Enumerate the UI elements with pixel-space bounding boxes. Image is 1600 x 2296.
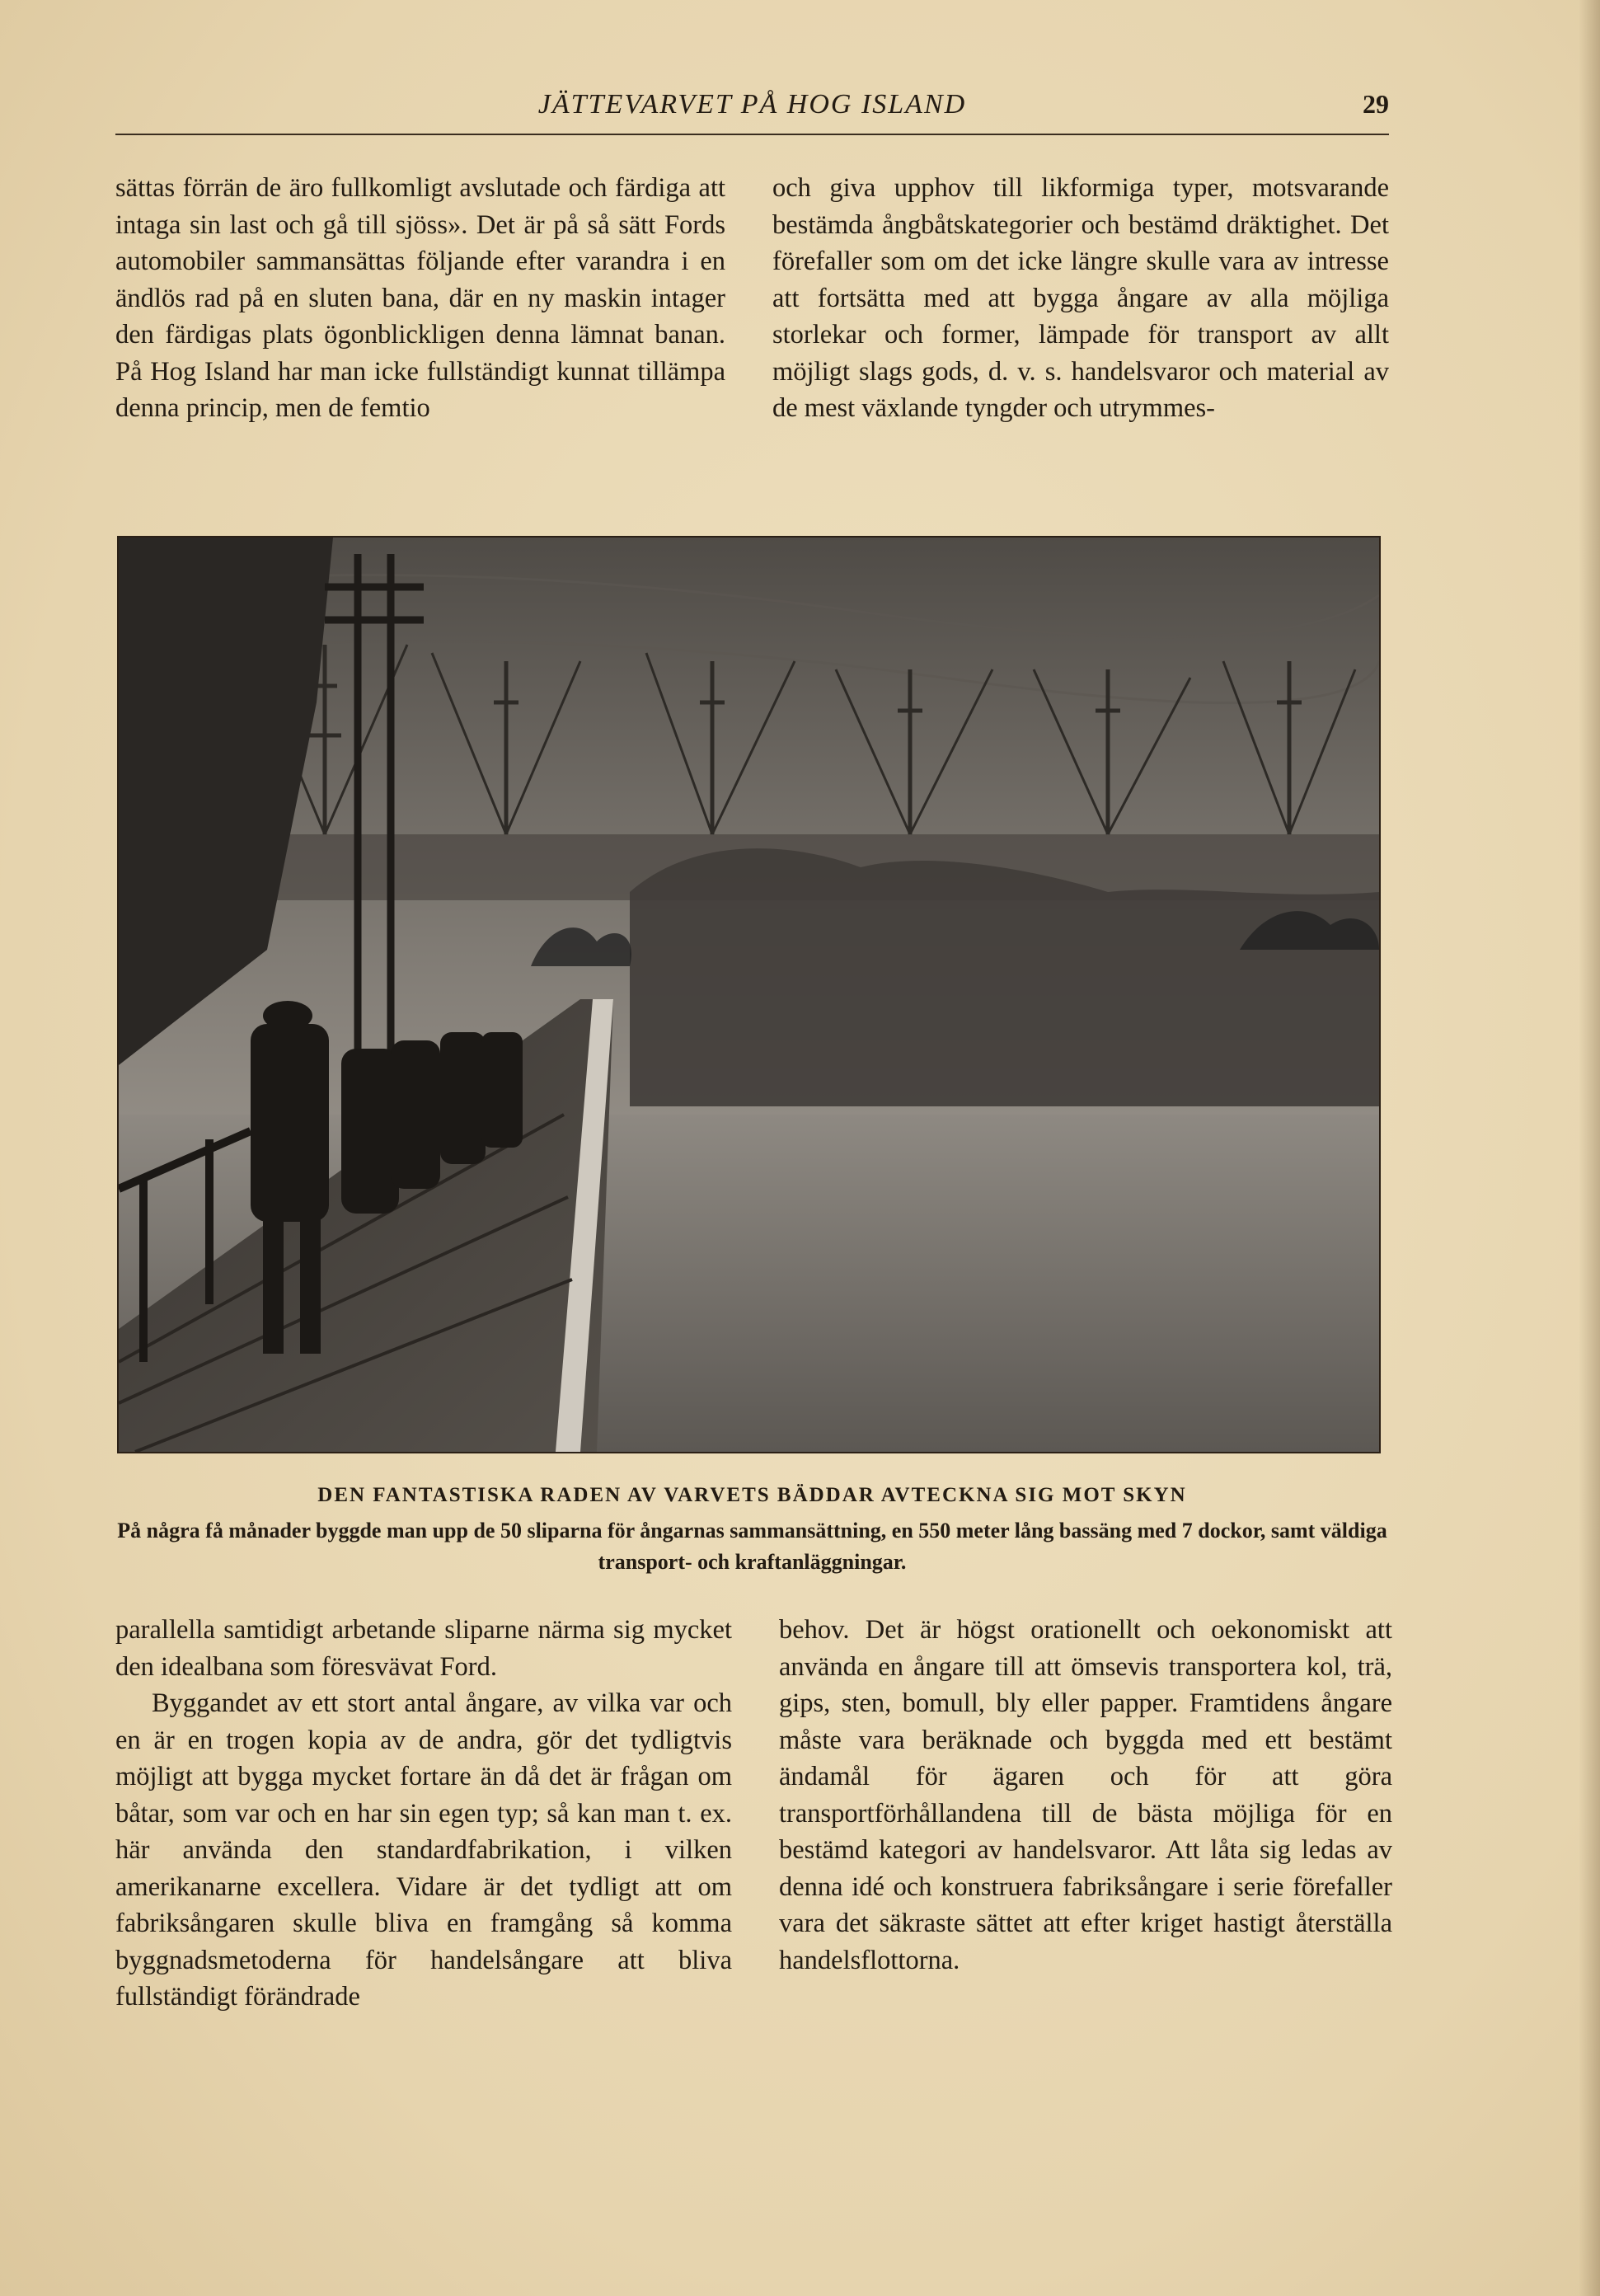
page-number: 29: [1363, 89, 1389, 119]
caption-title: DEN FANTASTISKA RADEN AV VARVETS BÄDDAR AVTECKNA SIG MOT SKYN: [317, 1484, 1187, 1506]
page-header: [115, 89, 1389, 139]
paragraph: parallella samtidigt arbetande sliparne närma sig mycket den idealbana som föresvävat Ford.: [115, 1615, 732, 1682]
figure-caption: [115, 1484, 1389, 1578]
text-column-top-left: [115, 170, 725, 427]
text-column-bottom-left: [115, 1612, 732, 2016]
paragraph: sättas förrän de äro fullkomligt avslutade och färdiga att intaga sin last och gå till sjöss». Det är på så sätt Fords automobiler sammansättas följande efter varandra i en ändlös rad på en sluten bana, där en ny maskin intager den färdigas plats ögonblickligen denna lämnat banan. På Hog Island har man icke fullständigt kunnat tillämpa denna princip, men de femtio: [115, 173, 725, 423]
text-column-top-right: [772, 170, 1389, 427]
running-head: JÄTTEVARVET PÅ HOG ISLAND: [537, 89, 967, 120]
header-rule: [115, 134, 1389, 135]
caption-text: På några få månader byggde man upp de 50 sliparna för ångarnas sammansättning, en 550 meter lång bassäng med 7 dockor, samt väldiga transport- och kraftanläggningar.: [117, 1519, 1387, 1574]
paragraph: Byggandet av ett stort antal ångare, av vilka var och en är en trogen kopia av de andra, gör det tydligtvis möjligt att bygga mycket fortare än då det är frågan om båtar, som var och en har sin egen typ; så kan man t. ex. här använda den standardfabrikation, i vilken amerikanarne excellera. Vidare är det tydligt att om fabriksångaren skulle bliva en framgång så komma byggnadsmetoderna för handelsångare att bliva fullständigt förändrade: [115, 1688, 732, 2012]
shipyard-illustration: [117, 536, 1381, 1453]
page-edge-shadow: [1579, 0, 1600, 2296]
text-column-bottom-right: [779, 1612, 1392, 1979]
paragraph: och giva upphov till likformiga typer, motsvarande bestämda ångbåtskategorier och bestämd dräktighet. Det förefaller som om det icke längre skulle vara av intresse att fortsätta med att bygga ångare av alla möjliga storlekar och former, lämpade för transport av allt möjligt slags gods, d. v. s. handelsvaror och material av de mest växlande tyngder och utrymmes-: [772, 173, 1389, 423]
paragraph: behov. Det är högst orationellt och oekonomiskt att använda en ångare till att ömsevis transportera kol, trä, gips, sten, bomull, bly eller papper. Framtidens ångare måste vara beräknade och byggda med ett bestämt ändamål för ägaren och för att göra transportförhållandena till de bästa möjliga för en bestämd kategori av handelsvaror. Att låta sig ledas av denna idé och konstruera fabriksångare i serie förefaller vara det säkraste sättet att efter kriget hastigt återställa handelsflottorna.: [779, 1615, 1392, 1975]
